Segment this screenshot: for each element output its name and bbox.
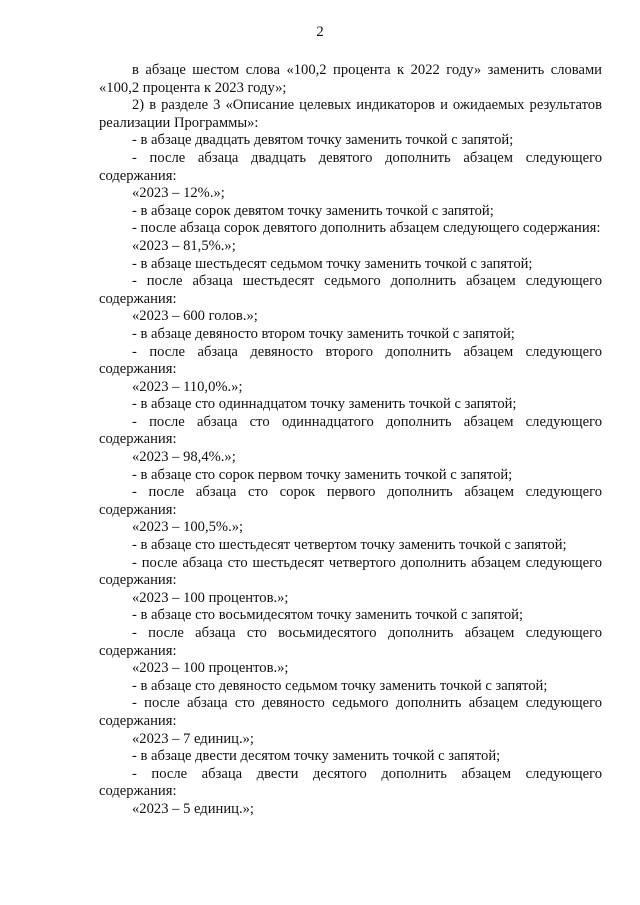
paragraph: - после абзаца сто одиннадцатого дополнить абзацем следующего содержания: — [99, 413, 602, 448]
paragraph: - в абзаце девяносто втором точку заменить точкой с запятой; — [132, 325, 515, 342]
paragraph: - после абзаца сорок девятого дополнить абзацем следующего содержания: — [132, 220, 601, 237]
paragraph: - после абзаца сто сорок первого дополнить абзацем следующего содержания: — [99, 484, 602, 518]
amendment-value: «2023 – 5 единиц.»; — [132, 800, 254, 817]
paragraph: - в абзаце двадцать девятом точку заменить точкой с запятой; — [132, 132, 514, 149]
amendment-value: «2023 – 81,5%.»; — [132, 237, 236, 254]
paragraph: - после абзаца девяносто второго дополнить абзацем следующего содержания: — [99, 343, 602, 378]
document-body — [99, 62, 602, 819]
paragraph: - в абзаце сто сорок первом точку заменить точкой с запятой; — [132, 466, 513, 483]
amendment-value: «2023 – 98,4%.»; — [132, 449, 236, 466]
paragraph: в абзаце шестом слова «100,2 процента к 2022 году» заменить словами «100,2 процента к 2023 году»; — [99, 62, 602, 96]
paragraph: - в абзаце сорок девятом точку заменить точкой с запятой; — [132, 202, 494, 219]
paragraph: - в абзаце сто шестьдесят четвертом точку заменить точкой с запятой; — [132, 537, 567, 554]
paragraph: 2) в разделе 3 «Описание целевых индикаторов и ожидаемых результатов реализации Программы»: — [99, 97, 602, 131]
paragraph: - после абзаца шестьдесят седьмого дополнить абзацем следующего содержания: — [99, 273, 602, 307]
paragraph: - после абзаца двадцать девятого дополнить абзацем следующего содержания: — [99, 149, 602, 184]
paragraph: - после абзаца двести десятого дополнить абзацем следующего содержания: — [99, 765, 602, 800]
amendment-value: «2023 – 7 единиц.»; — [132, 730, 254, 747]
paragraph: - после абзаца сто восьмидесятого дополнить абзацем следующего содержания: — [99, 625, 602, 659]
amendment-value: «2023 – 110,0%.»; — [132, 378, 243, 395]
paragraph: - после абзаца сто шестьдесят четвертого дополнить абзацем следующего содержания: — [99, 554, 602, 589]
paragraph: - в абзаце сто восьмидесятом точку заменить точкой с запятой; — [132, 607, 524, 624]
amendment-value: «2023 – 100 процентов.»; — [132, 589, 289, 606]
page-number: 2 — [316, 24, 324, 40]
paragraph: - в абзаце сто одиннадцатом точку заменить точкой с запятой; — [132, 396, 517, 413]
amendment-value: «2023 – 100,5%.»; — [132, 519, 244, 536]
paragraph: - в абзаце сто девяносто седьмом точку заменить точкой с запятой; — [132, 677, 548, 694]
amendment-value: «2023 – 12%.»; — [132, 185, 225, 202]
amendment-value: «2023 – 100 процентов.»; — [132, 660, 289, 677]
paragraph: - после абзаца сто девяносто седьмого дополнить абзацем следующего содержания: — [99, 695, 602, 729]
paragraph: - в абзаце шестьдесят седьмом точку заменить точкой с запятой; — [132, 255, 533, 272]
amendment-value: «2023 – 600 голов.»; — [132, 308, 258, 325]
paragraph: - в абзаце двести десятом точку заменить точкой с запятой; — [132, 748, 501, 765]
